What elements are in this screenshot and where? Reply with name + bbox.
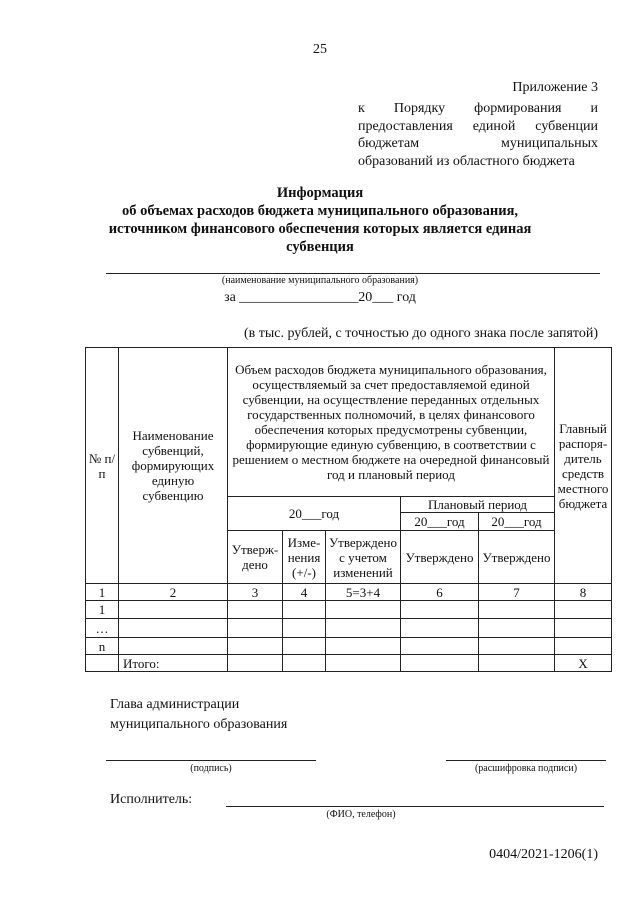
- page-number: 25: [313, 42, 327, 57]
- table-row: [86, 638, 612, 655]
- table-cell: [479, 601, 555, 619]
- table-cell: [555, 638, 612, 655]
- expenses-table: [85, 347, 612, 672]
- table-cell: [228, 655, 283, 672]
- header-changes: Изме-нения (+/-): [283, 531, 326, 584]
- table-cell: [555, 619, 612, 638]
- table-cell: [326, 601, 401, 619]
- column-number-8: 8: [555, 584, 612, 601]
- executor-fio-label: (ФИО, телефон): [326, 809, 396, 820]
- header-current-year: 20___год: [228, 497, 401, 531]
- executor-line: [226, 806, 604, 807]
- executor-label: Исполнитель:: [110, 792, 193, 807]
- row-label: n: [86, 638, 119, 655]
- header-plan-year-1: 20___год: [401, 513, 479, 531]
- table-cell: [119, 601, 228, 619]
- table-row: [86, 619, 612, 638]
- total-mark: X: [555, 655, 612, 672]
- row-label: …: [86, 619, 119, 638]
- table-cell: [119, 638, 228, 655]
- year-line: за _________________20___ год: [224, 290, 416, 305]
- municipality-underline: [106, 273, 600, 274]
- column-number-3: 3: [228, 584, 283, 601]
- table-cell: [401, 601, 479, 619]
- column-number-4: 4: [283, 584, 326, 601]
- column-number-2: 2: [119, 584, 228, 601]
- table-cell: [326, 655, 401, 672]
- appendix-title: Приложение 3: [512, 80, 598, 95]
- heading-line-2: об объемах расходов бюджета муниципального образования,: [121, 203, 519, 219]
- table-cell: [283, 619, 326, 638]
- table-cell: [326, 638, 401, 655]
- table-cell: [326, 619, 401, 638]
- header-number: № п/п: [86, 348, 119, 584]
- table-cell: [555, 601, 612, 619]
- table-cell: [401, 655, 479, 672]
- municipality-label: (наименование муниципального образования): [221, 275, 419, 286]
- signature-label: (подпись): [190, 763, 232, 774]
- appendix-body: к Порядку формирования и предоставления единой субвенции бюджетам муниципальных: [358, 101, 598, 152]
- table-cell: [119, 619, 228, 638]
- header-plan-year-2: 20___год: [479, 513, 555, 531]
- column-number-7: 7: [479, 584, 555, 601]
- head-signature-block: [110, 695, 287, 735]
- header-approved-plan-2: Утверждено: [479, 531, 555, 584]
- table-cell: [401, 638, 479, 655]
- appendix-body-last: образований из областного бюджета: [358, 154, 575, 169]
- header-subvention-name: Наименование субвенций, формирующих единую субвенцию: [119, 348, 228, 584]
- heading-line-4: субвенция: [286, 239, 354, 255]
- row-label: 1: [86, 601, 119, 619]
- header-approved-plan-1: Утверждено: [401, 531, 479, 584]
- header-volume: Объем расходов бюджета муниципального образования, осуществляемый за счет предоставляемой единой субвенции, на осуществление переданных отдельных государственных полномочий, в целях финансового обеспечения которых предусмотрены субвенции, формирующие единую субвенцию, в соответствии с решением о местном бюджете на очередной финансовый год и плановый период: [228, 348, 555, 497]
- column-number-5: 5=3+4: [326, 584, 401, 601]
- total-row: [86, 655, 612, 672]
- table-cell: [479, 619, 555, 638]
- table-cell: [401, 619, 479, 638]
- heading-line-1: Информация: [276, 185, 364, 201]
- signature-line: [106, 760, 316, 761]
- head-title-line-1: Глава администрации: [110, 697, 240, 712]
- table-cell: [283, 601, 326, 619]
- column-number-6: 6: [401, 584, 479, 601]
- table-row: [86, 601, 612, 619]
- table-cell: [228, 601, 283, 619]
- table-cell: [283, 638, 326, 655]
- heading-line-3: источником финансового обеспечения которых является единая: [108, 221, 532, 237]
- header-main-manager: Главный распоря-дитель средств местного бюджета: [555, 348, 612, 584]
- table-cell: [86, 655, 119, 672]
- column-number-1: 1: [86, 584, 119, 601]
- table-cell: [228, 638, 283, 655]
- table-cell: [283, 655, 326, 672]
- document-code: 0404/2021-1206(1): [489, 847, 598, 862]
- total-label: Итого:: [119, 655, 228, 672]
- unit-note: (в тыс. рублей, с точностью до одного знака после запятой): [243, 326, 598, 341]
- signature-decode-line: [446, 760, 606, 761]
- header-plan-period: Плановый период: [401, 497, 555, 513]
- header-approved: Утверж-дено: [228, 531, 283, 584]
- table-cell: [479, 655, 555, 672]
- document-heading: [100, 184, 540, 256]
- table-cell: [228, 619, 283, 638]
- header-approved-with-changes: Утверждено с учетом изменений: [326, 531, 401, 584]
- head-title-line-2: муниципального образования: [110, 717, 288, 732]
- signature-decode-label: (расшифровка подписи): [474, 763, 578, 774]
- table-cell: [479, 638, 555, 655]
